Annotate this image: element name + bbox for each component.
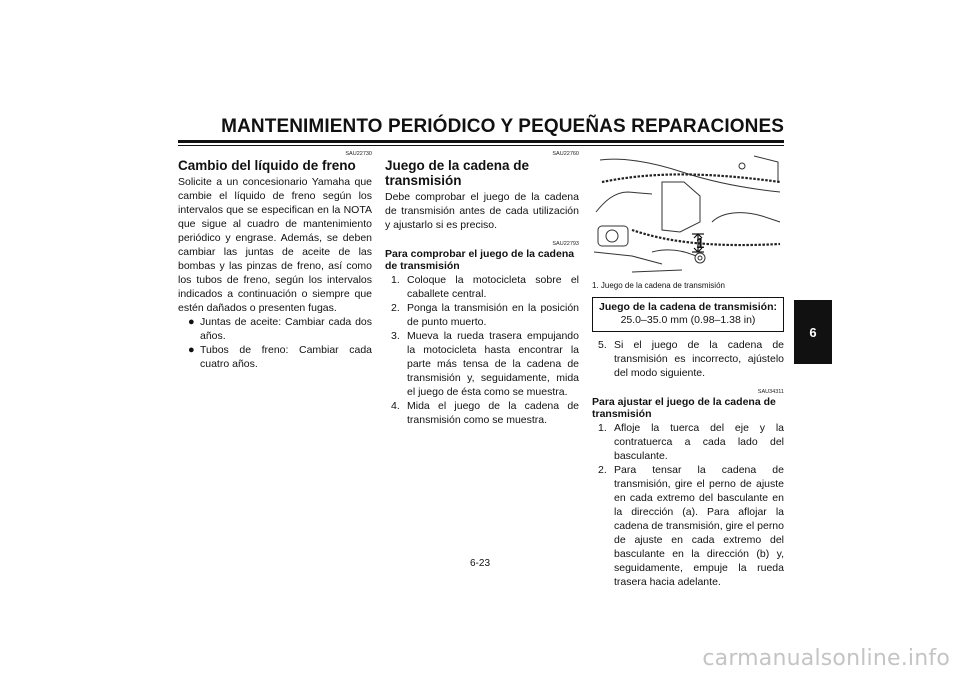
step-number: 2.	[598, 464, 607, 476]
step-item	[598, 463, 784, 589]
page-number: 6-23	[469, 558, 490, 569]
chapter-tab[interactable]: 6	[794, 300, 832, 364]
bullet-text: Juntas de aceite: Cambiar cada dos años.	[200, 316, 372, 342]
section-code: SAU22793	[552, 241, 579, 247]
subsection-title: Para comprobar el juego de la cadena de transmisión	[385, 248, 575, 272]
section-paragraph: Solicite a un concesionario Yamaha que cambie el líquido de freno según los intervalos que se especifican en la NOTA que sigue al cuadro de mantenimiento periódico y engrase. Además, se deben cambiar las juntas de aceite de las bombas y las pinzas de freno, así como los tubos de freno, según los intervalos indicados a continuación o siempre que estén dañados o presenten fugas.	[178, 176, 372, 314]
step-number: 1.	[391, 274, 400, 286]
step-item	[391, 273, 579, 301]
figure-caption: 1. Juego de la cadena de transmisión	[592, 281, 725, 290]
section-code: SAU22730	[345, 151, 372, 157]
step-item	[598, 338, 784, 380]
step-text: Mueva la rueda trasera empujando la motocicleta hasta encontrar la parte más tensa de la cadena de transmisión y, seguidamente, mida el juego de ésta como se muestra.	[407, 330, 579, 398]
step-number: 1.	[598, 422, 607, 434]
step-item	[391, 329, 579, 399]
section-code: SAU22760	[552, 151, 579, 157]
step-text: Mida el juego de la cadena de transmisión como se muestra.	[407, 400, 579, 426]
section-paragraph: Debe comprobar el juego de la cadena de transmisión antes de cada utilización y ajustarlo si es preciso.	[385, 191, 579, 231]
header-rule-thin	[178, 145, 784, 146]
section-code: SAU34311	[757, 389, 784, 395]
subsection-title: Para ajustar el juego de la cadena de transmisión	[592, 396, 776, 420]
bullet-icon: ●	[188, 316, 195, 328]
column-chain-check	[385, 148, 579, 427]
bullet-icon: ●	[188, 344, 195, 356]
chain-slack-figure	[592, 152, 784, 278]
spec-value: 25.0–35.0 mm (0.98–1.38 in)	[620, 314, 756, 326]
step-item	[391, 301, 579, 329]
step-text: Coloque la motocicleta sobre el caballete central.	[407, 274, 579, 300]
bullet-text: Tubos de freno: Cambiar cada cuatro años.	[200, 344, 372, 370]
step-number: 2.	[391, 302, 400, 314]
bullet-item	[188, 315, 372, 343]
step-number: 3.	[391, 330, 400, 342]
spec-box	[592, 297, 784, 332]
step-text: Si el juego de la cadena de transmisión es incorrecto, ajústelo del modo siguiente.	[614, 339, 784, 379]
figure-label-1: 1	[696, 235, 705, 252]
step-text: Afloje la tuerca del eje y la contratuerca a cada lado del basculante.	[614, 422, 784, 462]
bullet-item	[188, 343, 372, 371]
spec-title: Juego de la cadena de transmisión:	[599, 301, 777, 313]
header-rule-thick	[178, 140, 784, 143]
page-header-title: MANTENIMIENTO PERIÓDICO Y PEQUEÑAS REPARACIONES	[221, 116, 784, 137]
step-number: 5.	[598, 339, 607, 351]
step-item	[391, 399, 579, 427]
watermark-text: carmanualsonline.info	[702, 646, 950, 671]
step-text: Ponga la transmisión en la posición de punto muerto.	[407, 302, 579, 328]
step-item	[598, 421, 784, 463]
chain-illustration	[592, 152, 784, 278]
column-chain-adjust	[592, 148, 784, 589]
section-title: Cambio del líquido de freno	[178, 158, 356, 173]
step-text: Para tensar la cadena de transmisión, gire el perno de ajuste en cada extremo del basculante en la dirección (a). Para aflojar la cadena de transmisión, gire el perno de ajuste en cada extremo del basculante en la dirección (b) y, seguidamente, empuje la rueda trasera hacia adelante.	[614, 464, 784, 588]
column-brake-fluid	[178, 148, 372, 371]
step-number: 4.	[391, 400, 400, 412]
section-title: Juego de la cadena de transmisión	[385, 158, 530, 188]
